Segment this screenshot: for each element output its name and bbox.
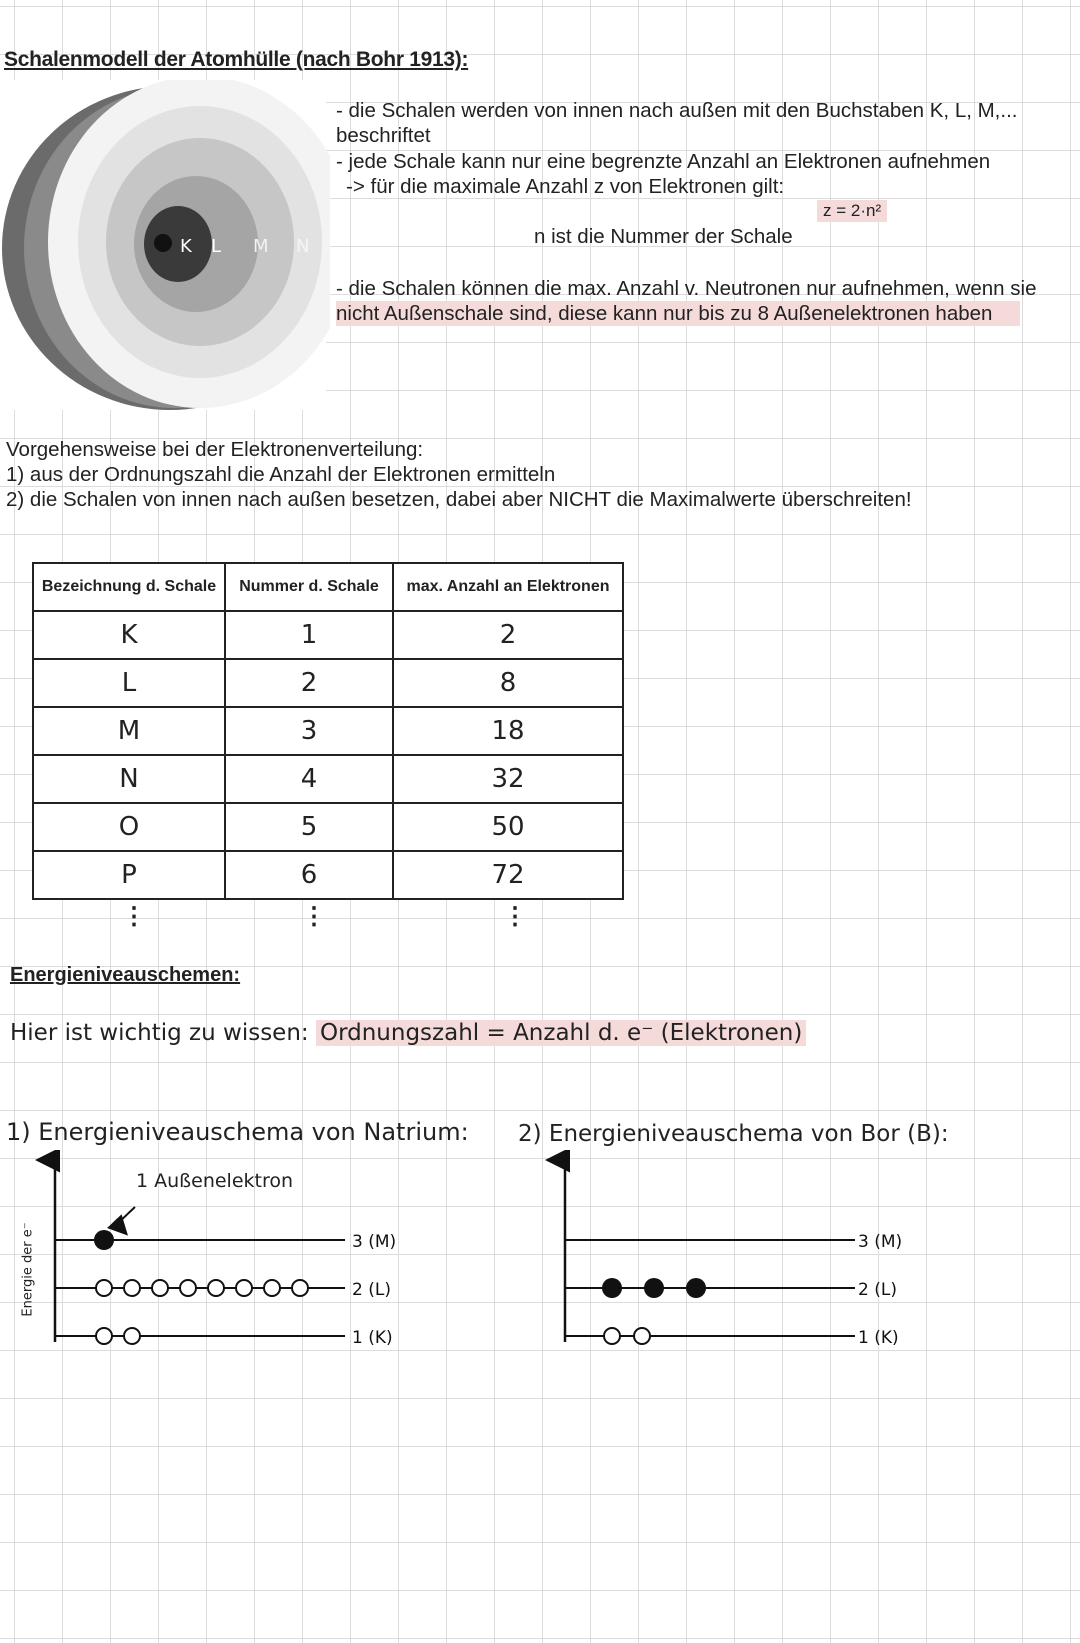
cell-shell-number: 3 <box>225 707 393 755</box>
electron-empty <box>604 1328 620 1344</box>
table-row <box>33 611 623 659</box>
electron-empty <box>180 1280 196 1296</box>
diagram-2-bor <box>565 1160 902 1348</box>
column-header-shell-number: Nummer d. Schale <box>225 563 393 611</box>
outer-electron-annotation: 1 Außenelektron <box>136 1170 294 1192</box>
procedure-step-1: 1) aus der Ordnungszahl die Anzahl der Elektronen ermitteln <box>6 463 556 486</box>
cell-shell-name: N <box>33 755 225 803</box>
shell-label-n: N <box>296 236 310 257</box>
energy-diagrams <box>0 1150 1080 1370</box>
electron-filled <box>94 1230 114 1250</box>
cell-max-electrons: 18 <box>393 707 623 755</box>
cell-shell-name: M <box>33 707 225 755</box>
electron-filled <box>602 1278 622 1298</box>
annotation-arrow <box>117 1207 135 1224</box>
electron-filled <box>644 1278 664 1298</box>
bullet-3-line-1: - die Schalen können die max. Anzahl v. Neutronen nur aufnehmen, wenn sie <box>336 277 1037 300</box>
cell-max-electrons: 50 <box>393 803 623 851</box>
electron-empty <box>96 1280 112 1296</box>
continuation-dots-col-2: ⋮ <box>302 903 326 930</box>
shell-number-note: n ist die Nummer der Schale <box>534 225 793 248</box>
electron-empty <box>96 1328 112 1344</box>
cell-shell-name: K <box>33 611 225 659</box>
energy-level-label: 3 (M) <box>858 1232 903 1252</box>
procedure-step-2: 2) die Schalen von innen nach außen besetzen, dabei aber NICHT die Maximalwerte überschreiten! <box>6 488 912 511</box>
atom-shell-model-illustration <box>0 80 330 410</box>
shell-label-l: L <box>211 236 222 257</box>
electron-filled <box>686 1278 706 1298</box>
electron-empty <box>208 1280 224 1296</box>
diagram-1-title: 1) Energieniveauschema von Natrium: <box>6 1118 469 1146</box>
column-header-max-electrons: max. Anzahl an Elektronen <box>393 563 623 611</box>
energy-note-prefix: Hier ist wichtig zu wissen: <box>10 1020 309 1046</box>
energy-note <box>10 1020 806 1046</box>
cell-shell-number: 6 <box>225 851 393 899</box>
cell-shell-number: 1 <box>225 611 393 659</box>
bullet-2-line-2: -> für die maximale Anzahl z von Elektronen gilt: <box>346 175 785 198</box>
table-row <box>33 707 623 755</box>
energy-note-highlight: Ordnungszahl = Anzahl d. e⁻ (Elektronen) <box>316 1020 806 1046</box>
energy-section-heading: Energieniveauschemen: <box>10 964 241 986</box>
energy-level-label: 1 (K) <box>858 1328 899 1348</box>
electron-empty <box>292 1280 308 1296</box>
cell-shell-number: 5 <box>225 803 393 851</box>
electron-empty <box>236 1280 252 1296</box>
cell-shell-name: L <box>33 659 225 707</box>
energy-axis-label: Energie der e⁻ <box>20 1222 36 1317</box>
electron-empty <box>124 1328 140 1344</box>
cell-max-electrons: 2 <box>393 611 623 659</box>
shell-label-k: K <box>180 236 192 257</box>
table-row <box>33 755 623 803</box>
energy-level-label: 3 (M) <box>352 1232 397 1252</box>
electron-empty <box>634 1328 650 1344</box>
table-header-row <box>33 563 623 611</box>
cell-shell-name: O <box>33 803 225 851</box>
energy-level-label: 2 (L) <box>858 1280 897 1300</box>
electron-empty <box>124 1280 140 1296</box>
diagram-2-title: 2) Energieniveauschema von Bor (B): <box>518 1121 949 1147</box>
bullet-1-line-2: beschriftet <box>336 124 431 147</box>
table-row <box>33 851 623 899</box>
shell-label-m: M <box>253 236 269 257</box>
table-row <box>33 659 623 707</box>
cell-shell-number: 4 <box>225 755 393 803</box>
bullet-2-line-1: - jede Schale kann nur eine begrenzte Anzahl an Elektronen aufnehmen <box>336 150 991 173</box>
continuation-dots-col-3: ⋮ <box>503 903 527 930</box>
continuation-dots-col-1: ⋮ <box>122 903 146 930</box>
energy-level-label: 1 (K) <box>352 1328 393 1348</box>
energy-level-label: 2 (L) <box>352 1280 391 1300</box>
cell-max-electrons: 72 <box>393 851 623 899</box>
procedure-heading: Vorgehensweise bei der Elektronenverteilung: <box>6 438 424 461</box>
formula: z = 2·n² <box>817 200 887 222</box>
cell-shell-number: 2 <box>225 659 393 707</box>
bullet-3-line-2: nicht Außenschale sind, diese kann nur bis zu 8 Außenelektronen haben <box>336 301 1020 326</box>
cell-max-electrons: 8 <box>393 659 623 707</box>
diagram-1-natrium <box>55 1160 396 1348</box>
bullet-1-line-1: - die Schalen werden von innen nach außen mit den Buchstaben K, L, M,... <box>336 99 1018 122</box>
page-title: Schalenmodell der Atomhülle (nach Bohr 1913): <box>4 48 469 71</box>
cell-shell-name: P <box>33 851 225 899</box>
cell-max-electrons: 32 <box>393 755 623 803</box>
column-header-shell-name: Bezeichnung d. Schale <box>33 563 225 611</box>
electron-empty <box>152 1280 168 1296</box>
shell-table <box>32 562 624 900</box>
electron-empty <box>264 1280 280 1296</box>
table-row <box>33 803 623 851</box>
